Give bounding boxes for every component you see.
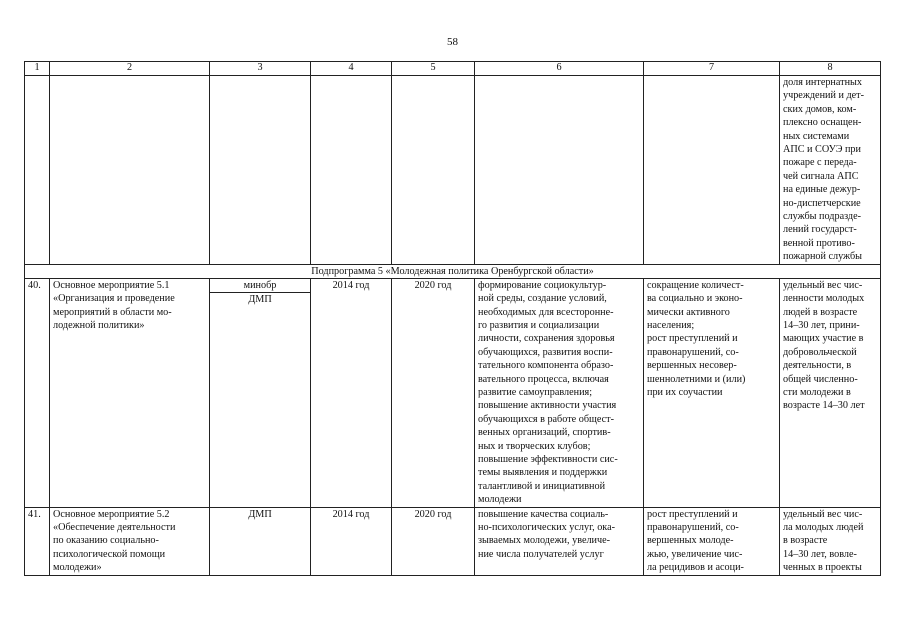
measures-table [24,61,881,576]
table-row [25,278,881,507]
column-number: 5 [392,62,475,76]
start-year: 2014 год [311,278,392,507]
column-number: 4 [311,62,392,76]
empty-cell [210,76,311,265]
empty-cell [475,76,644,265]
expected-result: повышение качества социаль- но-психологических услуг, ока- зываемых молодежи, увеличе- ние числа получателей услуг [475,507,644,575]
column-number: 2 [50,62,210,76]
section-title: Подпрограмма 5 «Молодежная политика Оренбургской области» [25,264,881,278]
column-number: 3 [210,62,311,76]
executor-cell [210,278,311,507]
column-number: 8 [780,62,881,76]
end-year: 2020 год [392,507,475,575]
row-number: 40. [25,278,50,507]
table-row [25,507,881,575]
expected-result: формирование социокультур- ной среды, создание условий, необходимых для всесторонне- го развития и социализации личности, сохранения здоровья обучающихся, развития воспи- тательного компонента образо- вательного процесса, включая развитие самоуправления; повышение активности участия обучающихся в работе общест- венных организаций, спортив- ных и творческих клубов; повышение эффективности сис- темы выявления и поддержки талантливой и инициативной молодежи [475,278,644,507]
empty-cell [311,76,392,265]
measure-name: Основное мероприятие 5.1 «Организация и проведение мероприятий в области мо- лодежной политики» [50,278,210,507]
executor: минобр [210,279,310,293]
indicator-cell: доля интернатных учреждений и дет- ских домов, ком- плексно оснащен- ных системами АПС и СОУЭ при пожаре с переда- чей сигнала АПС на единые дежур- но-диспетчерские службы подразде- лений государст- венной противо- пожарной службы [780,76,881,265]
empty-cell [392,76,475,265]
column-number: 1 [25,62,50,76]
empty-cell [50,76,210,265]
consequences: сокращение количест- ва социально и эконо- мически активного населения; рост преступлений и правонарушений, со- вершенных несовер- шеннолетними и (или) при их соучастии [644,278,780,507]
indicator: удельный вес чис- ленности молодых людей в возрасте 14–30 лет, прини- мающих участие в добровольческой деятельности, в общей численно- сти молодежи в возрасте 14–30 лет [780,278,881,507]
page-number: 58 [447,36,458,48]
column-number: 6 [475,62,644,76]
empty-cell [25,76,50,265]
start-year: 2014 год [311,507,392,575]
section-row [25,264,881,278]
column-number: 7 [644,62,780,76]
indicator: удельный вес чис- ла молодых людей в возрасте 14–30 лет, вовле- ченных в проекты [780,507,881,575]
continuation-row [25,76,881,265]
executor: ДМП [248,294,272,306]
measure-name: Основное мероприятие 5.2 «Обеспечение деятельности по оказанию социально- психологической помощи молодежи» [50,507,210,575]
end-year: 2020 год [392,278,475,507]
column-number-row [25,62,881,76]
empty-cell [644,76,780,265]
executor: ДМП [210,507,311,575]
consequences: рост преступлений и правонарушений, со- вершенных молоде- жью, увеличение чис- ла рецидивов и асоци- [644,507,780,575]
row-number: 41. [25,507,50,575]
